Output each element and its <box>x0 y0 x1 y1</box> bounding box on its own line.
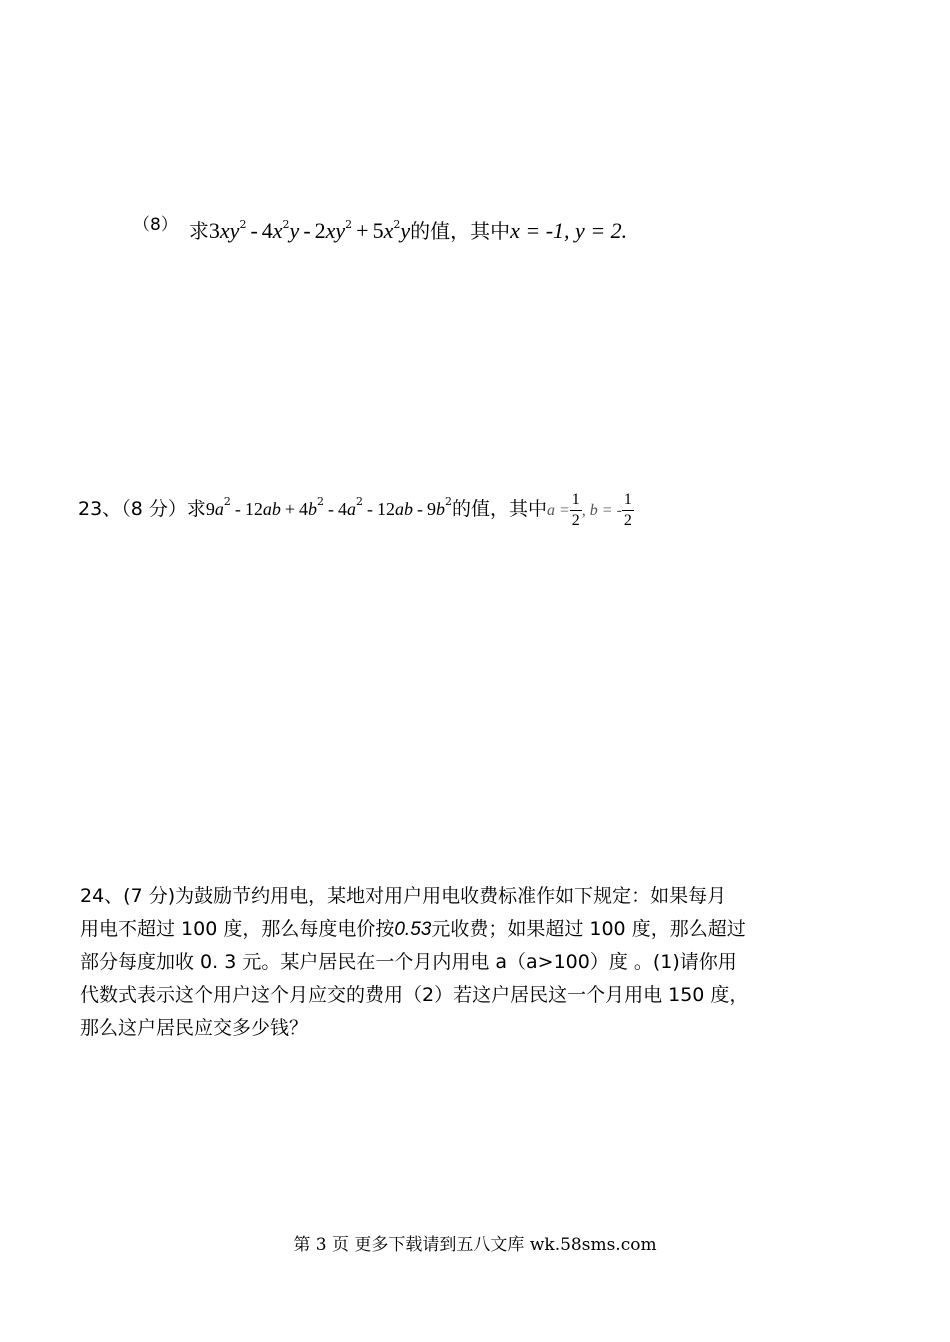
q24-price: 0.53 <box>394 919 432 940</box>
q23-term2-var: ab <box>262 499 281 519</box>
q8-term4-coef: 5 <box>372 218 384 243</box>
q23-term6-var: b <box>435 499 445 519</box>
q24-line-5: 那么这户居民应交多少钱？ <box>80 1017 309 1039</box>
q8-condition: x = -1, y = 2. <box>510 218 628 243</box>
q24-line-4: 代数式表示这个用户这个月应交的费用（2）若这户居民这一个月用电 150 度， <box>80 984 749 1006</box>
q24-line-2b: 元收费；如果超过 100 度，那么超过 <box>431 918 746 940</box>
q23-op2: + <box>284 499 295 519</box>
q8-op2: - <box>303 218 311 243</box>
q24-line-2a: 用电不超过 100 度，那么每度电价按 <box>80 918 395 940</box>
q23-fraction-a <box>570 492 582 529</box>
q23-term1-coef: 9 <box>205 499 215 519</box>
q23-term4-exp: 2 <box>355 495 363 508</box>
q8-term4-var2: y <box>400 218 411 243</box>
q23-fraction-a-den: 2 <box>571 512 580 529</box>
q23-term1-var: a <box>214 499 224 519</box>
q24-line-1: 24、(7 分)为鼓励节约用电，某地对用户用电收费标准作如下规定：如果每月 <box>80 885 727 907</box>
q8-term3-exp: 2 <box>345 218 353 231</box>
q23-a-lhs: a = <box>547 502 570 519</box>
q23-fraction-b-num: 1 <box>622 492 634 511</box>
q23-mid-text: 的值，其中 <box>451 498 547 520</box>
q23-fraction-b <box>622 492 634 529</box>
q8-term2-var2: y <box>289 218 300 243</box>
q8-term2-exp: 2 <box>282 218 290 231</box>
q24-line-3: 部分每度加收 0. 3 元。某户居民在一个月内用电 a（a>100）度 。(1)请你用 <box>80 951 737 973</box>
q24-line-2 <box>80 913 748 946</box>
q23-op5: - <box>416 499 423 519</box>
question-24 <box>80 880 748 1045</box>
q23-term6-exp: 2 <box>444 495 452 508</box>
page-footer: 第 3 页 更多下载请到五八文库 wk.58sms.com <box>293 1235 657 1255</box>
question-23-number: 23、 <box>78 498 122 520</box>
q23-term4-coef: 4 <box>337 499 347 519</box>
q23-term1-exp: 2 <box>223 495 231 508</box>
q8-mid-text: 的值，其中 <box>410 219 511 243</box>
q23-op3: - <box>327 499 334 519</box>
question-8 <box>133 210 627 244</box>
q8-term1-var: xy <box>219 218 240 243</box>
q23-fraction-a-num: 1 <box>570 492 582 511</box>
q23-term5-coef: 12 <box>376 499 395 519</box>
q8-term2-coef: 4 <box>261 218 273 243</box>
q23-term2-coef: 12 <box>244 499 263 519</box>
q23-term5-var: ab <box>394 499 413 519</box>
q23-op1: - <box>234 499 241 519</box>
q23-term6-coef: 9 <box>426 499 436 519</box>
question-23 <box>78 492 634 529</box>
q8-op1: - <box>250 218 258 243</box>
q8-term1-exp: 2 <box>239 218 247 231</box>
question-8-prefix: 求 <box>188 219 209 243</box>
q8-term3-var: xy <box>325 218 346 243</box>
q23-op4: - <box>366 499 373 519</box>
q8-term2-var: x <box>272 218 283 243</box>
q23-term3-exp: 2 <box>316 495 324 508</box>
q8-term3-coef: 2 <box>314 218 326 243</box>
q23-term4-var: a <box>346 499 356 519</box>
q23-b-lhs: , b = - <box>581 502 622 519</box>
q23-term3-var: b <box>307 499 317 519</box>
q23-term3-coef: 4 <box>298 499 308 519</box>
q8-op3: + <box>356 218 369 243</box>
question-8-label: （8） <box>133 215 178 235</box>
question-23-score: （8 分）求 <box>121 498 206 520</box>
q8-term1-coef: 3 <box>208 218 220 243</box>
q23-fraction-b-den: 2 <box>623 512 632 529</box>
q8-term4-var: x <box>383 218 394 243</box>
q8-term4-exp: 2 <box>393 218 401 231</box>
